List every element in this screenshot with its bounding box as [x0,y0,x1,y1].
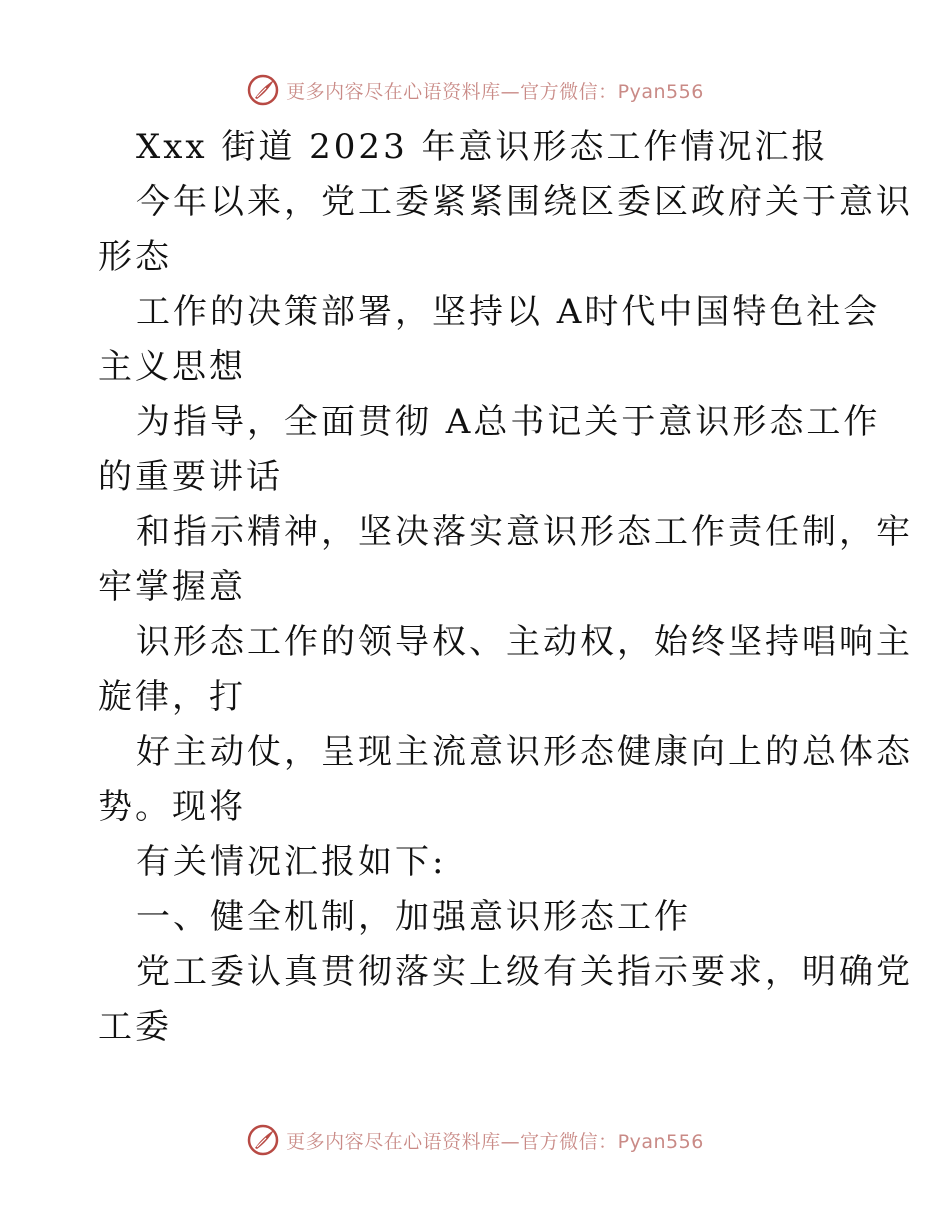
paragraph-line: 形态 [98,237,172,277]
paragraph-line: 工作的决策部署，坚持以 A时代中国特色社会 [136,292,881,332]
paragraph-line: 势。现将 [98,787,246,827]
paragraph-line: 党工委认真贯彻落实上级有关指示要求，明确党 [136,952,913,992]
paragraph-line: 今年以来，党工委紧紧围绕区委区政府关于意识 [136,182,913,222]
header-banner [0,70,950,110]
paragraph-line: 主义思想 [98,347,246,387]
footer-banner [0,1120,950,1160]
section-heading: 一、健全机制，加强意识形态工作 [136,897,691,937]
document-title: Xxx 街道 2023 年意识形态工作情况汇报 [136,127,829,167]
paragraph-line: 有关情况汇报如下: [136,842,447,882]
paragraph-line: 工委 [98,1007,172,1047]
footer-banner-text: 更多内容尽在心语资料库—官方微信：Pyan556 [286,1130,704,1153]
feather-pen-circle-icon [246,1123,280,1157]
paragraph-line: 旋律，打 [98,677,246,717]
paragraph-line: 和指示精神，坚决落实意识形态工作责任制，牢 [136,512,913,552]
feather-pen-circle-icon [246,73,280,107]
document-body [98,120,913,1055]
paragraph-line: 的重要讲话 [98,457,283,497]
paragraph-line: 识形态工作的领导权、主动权，始终坚持唱响主 [136,622,913,662]
paragraph-line: 为指导，全面贯彻 A总书记关于意识形态工作 [136,402,881,442]
paragraph-line: 牢掌握意 [98,567,246,607]
paragraph-line: 好主动仗，呈现主流意识形态健康向上的总体态 [136,732,913,772]
header-banner-text: 更多内容尽在心语资料库—官方微信：Pyan556 [286,80,704,103]
